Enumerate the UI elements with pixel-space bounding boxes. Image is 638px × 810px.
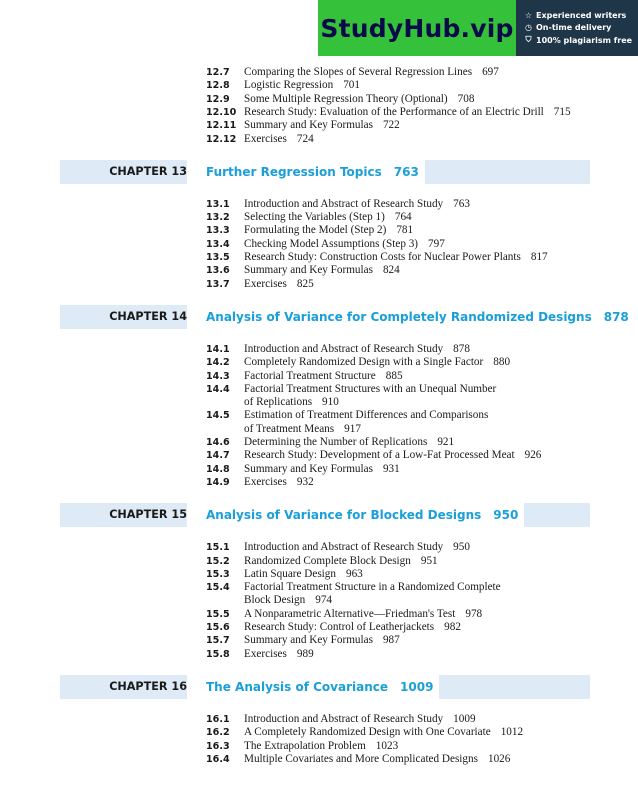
section-title-line [244, 224, 413, 237]
section-page-number: 880 [493, 356, 511, 369]
banner-logo-area[interactable] [318, 0, 516, 56]
shield-icon: ⛉ [525, 35, 532, 44]
section-page-number: 1009 [453, 712, 476, 725]
section-title: Multiple Covariates and More Complicated Designs [244, 752, 478, 765]
section-page-number: 917 [344, 422, 361, 435]
section-title: Comparing the Slopes of Several Regression Lines [244, 66, 473, 78]
section-number: 13.2 [206, 212, 230, 224]
section-number: 14.2 [206, 357, 230, 369]
section-number: 15.6 [206, 622, 230, 633]
section-page-number: 701 [343, 79, 360, 92]
section-number: 14.8 [206, 463, 230, 475]
section-title-line [244, 423, 361, 436]
chapter-header [60, 305, 629, 329]
section-number: 15.4 [206, 582, 230, 594]
section-number: 13.7 [206, 278, 230, 290]
section-title-cont: of Replications [244, 396, 313, 409]
section-title: Introduction and Abstract of Research Study [244, 197, 444, 210]
section-title-line [244, 383, 496, 396]
section-page-number: 931 [382, 462, 400, 475]
section-number: 14.6 [206, 437, 230, 448]
section-number: 15.3 [206, 568, 230, 580]
chapter-title-text: Further Regression Topics [206, 164, 382, 179]
section-number: 12.7 [206, 67, 230, 78]
section-page-number: 724 [296, 132, 314, 145]
section-title-line [244, 753, 510, 766]
section-title-line [244, 119, 400, 132]
chapter-title-text: The Analysis of Covariance [206, 679, 389, 694]
banner-feature [524, 23, 638, 32]
section-title: Exercises [244, 647, 287, 660]
chapter-title[interactable] [206, 675, 439, 699]
section-title-line [244, 79, 360, 92]
section-title-line [244, 396, 339, 409]
section-number: 12.12 [206, 133, 237, 145]
section-page-number: 1012 [500, 726, 524, 739]
section-title: A Completely Randomized Design with One Covariate [244, 726, 491, 739]
chapter-page-number: 950 [493, 508, 519, 523]
section-title: Checking Model Assumptions (Step 3) [244, 237, 419, 250]
section-title-line [244, 648, 314, 661]
section-title-cont: of Treatment Means [244, 422, 335, 435]
chapter-title[interactable] [206, 160, 425, 184]
section-page-number: 926 [524, 449, 542, 462]
section-page-number: 885 [385, 369, 403, 382]
section-title: Selecting the Variables (Step 1) [244, 211, 385, 224]
section-page-number: 878 [453, 342, 470, 355]
section-title: Summary and Key Formulas [244, 264, 373, 277]
section-title: Completely Randomized Design with a Single Factor [244, 356, 484, 369]
section-title: Latin Square Design [244, 567, 336, 580]
section-title: The Extrapolation Problem [244, 739, 366, 752]
section-number: 14.7 [206, 450, 230, 462]
chapter-title-text: Analysis of Variance for Blocked Designs [206, 508, 482, 523]
section-title-line [244, 449, 541, 462]
section-number: 13.4 [206, 238, 230, 250]
section-page-number: 797 [428, 237, 445, 250]
section-number: 15.5 [206, 608, 230, 620]
chapter-page-number: 878 [603, 309, 629, 324]
chapter-title[interactable] [206, 305, 635, 329]
section-title-cont: Block Design [244, 594, 306, 607]
chapter-header [60, 675, 590, 699]
section-page-number: 989 [296, 647, 314, 660]
section-title: Introduction and Abstract of Research Study [244, 342, 444, 355]
section-number: 16.2 [206, 727, 230, 739]
section-number: 15.8 [206, 648, 230, 660]
section-title-line [244, 251, 548, 264]
section-title: Formulating the Model (Step 2) [244, 224, 387, 237]
section-number: 16.1 [206, 713, 230, 725]
section-title: A Nonparametric Alternative—Friedman's Test [244, 607, 456, 620]
section-title: Exercises [244, 475, 287, 488]
chapter-header [60, 160, 590, 184]
section-title: Factorial Treatment Structures with an Unequal Number [244, 382, 497, 395]
section-title-line [244, 621, 461, 634]
section-number: 15.7 [206, 635, 230, 647]
section-title-line [244, 356, 510, 369]
section-title: Estimation of Treatment Differences and Comparisons [244, 409, 489, 422]
section-title: Summary and Key Formulas [244, 119, 373, 132]
banner-feature-text: 100% plagiarism free [536, 35, 633, 45]
section-page-number: 825 [296, 277, 314, 290]
section-title: Logistic Regression [244, 79, 334, 92]
chapter-label: CHAPTER 16 [109, 679, 187, 693]
section-page-number: 715 [553, 105, 571, 118]
section-title-line [244, 93, 474, 106]
section-number: 12.10 [206, 106, 237, 118]
section-page-number: 974 [315, 594, 332, 607]
section-title: Research Study: Control of Leatherjackets [244, 621, 435, 633]
section-page-number: 817 [530, 251, 548, 263]
chapter-label: CHAPTER 15 [109, 508, 187, 522]
section-title-line [244, 106, 571, 119]
section-title: Summary and Key Formulas [244, 634, 373, 647]
section-title-line [244, 476, 314, 489]
section-page-number: 982 [444, 621, 461, 633]
section-page-number: 722 [382, 119, 400, 132]
banner-features [516, 0, 638, 56]
section-page-number: 781 [396, 224, 414, 237]
banner-logo: StudyHub.vip [320, 13, 514, 43]
section-page-number: 932 [296, 475, 314, 488]
section-page-number: 950 [453, 541, 470, 554]
section-title: Research Study: Construction Costs for Nuclear Power Plants [244, 251, 521, 263]
section-page-number: 1023 [375, 739, 399, 752]
section-number: 12.8 [206, 80, 230, 92]
section-title-line [244, 463, 400, 476]
section-title-line [244, 541, 470, 554]
section-number: 13.1 [206, 198, 230, 210]
section-page-number: 921 [437, 436, 455, 448]
section-title: Introduction and Abstract of Research Study [244, 712, 444, 725]
chapter-title-text: Analysis of Variance for Completely Randomized Designs [206, 309, 592, 324]
section-page-number: 963 [345, 567, 363, 580]
section-page-number: 987 [382, 634, 400, 647]
section-number: 14.4 [206, 383, 230, 395]
section-page-number: 978 [465, 607, 483, 620]
section-title-line [244, 740, 398, 753]
section-title-line [244, 436, 454, 449]
section-title-line [244, 278, 314, 291]
section-title: Some Multiple Regression Theory (Optional) [244, 92, 448, 105]
section-title: Introduction and Abstract of Research Study [244, 541, 444, 554]
clock-icon: ◷ [525, 23, 532, 32]
section-number: 13.3 [206, 225, 230, 237]
section-title-line [244, 726, 523, 739]
section-title-line [244, 198, 470, 211]
chapter-divider [187, 503, 206, 527]
section-title-line [244, 594, 332, 607]
section-title: Determining the Number of Replications [244, 436, 428, 448]
section-number: 14.3 [206, 370, 230, 382]
section-page-number: 708 [457, 92, 475, 105]
section-page-number: 763 [453, 197, 470, 210]
chapter-divider [187, 675, 206, 699]
section-title: Exercises [244, 132, 287, 145]
section-title-line [244, 343, 470, 356]
section-title: Summary and Key Formulas [244, 462, 373, 475]
section-title: Factorial Treatment Structure [244, 369, 376, 382]
section-number: 14.1 [206, 343, 230, 355]
section-title: Exercises [244, 277, 287, 290]
chapter-header [60, 503, 590, 527]
banner-feature [524, 11, 638, 20]
section-title-line [244, 634, 400, 647]
star-icon: ☆ [524, 11, 533, 20]
section-title-line [244, 713, 476, 726]
banner-feature-text: Experienced writers [536, 11, 627, 20]
section-number: 12.11 [206, 120, 237, 132]
section-title: Research Study: Development of a Low-Fat Processed Meat [244, 449, 515, 462]
chapter-divider [187, 305, 206, 329]
section-number: 13.5 [206, 252, 230, 263]
section-number: 15.1 [206, 542, 230, 554]
section-title: Research Study: Evaluation of the Performance of an Electric Drill [244, 105, 544, 118]
chapter-label: CHAPTER 13 [109, 164, 187, 178]
section-page-number: 824 [382, 264, 400, 277]
chapter-title[interactable] [206, 503, 524, 527]
section-title-line [244, 409, 488, 422]
section-title-line [244, 66, 499, 79]
chapter-page-number: 1009 [400, 679, 434, 694]
section-title-line [244, 555, 438, 568]
section-title-line [244, 133, 314, 146]
section-number: 16.4 [206, 753, 230, 765]
section-number: 16.3 [206, 740, 230, 752]
section-title-line [244, 238, 445, 251]
chapter-divider [187, 160, 206, 184]
ad-banner[interactable] [318, 0, 638, 56]
section-title: Randomized Complete Block Design [244, 554, 411, 567]
section-number: 12.9 [206, 93, 230, 105]
section-page-number: 1026 [487, 752, 511, 765]
banner-feature-text: On-time delivery [536, 23, 612, 32]
section-title-line [244, 608, 482, 621]
chapter-label: CHAPTER 14 [109, 309, 187, 323]
banner-feature [524, 35, 638, 45]
section-title: Factorial Treatment Structure in a Randomized Complete [244, 581, 501, 594]
section-title-line [244, 581, 501, 594]
section-title-line [244, 264, 400, 277]
section-page-number: 697 [482, 66, 499, 78]
section-page-number: 910 [322, 396, 339, 409]
section-title-line [244, 211, 412, 224]
section-page-number: 951 [420, 554, 438, 567]
section-title-line [244, 568, 363, 581]
section-title-line [244, 370, 403, 383]
section-number: 15.2 [206, 555, 230, 567]
section-page-number: 764 [394, 211, 412, 224]
chapter-page-number: 763 [393, 164, 419, 179]
section-number: 14.9 [206, 476, 230, 488]
section-number: 13.6 [206, 265, 230, 277]
section-number: 14.5 [206, 410, 230, 422]
